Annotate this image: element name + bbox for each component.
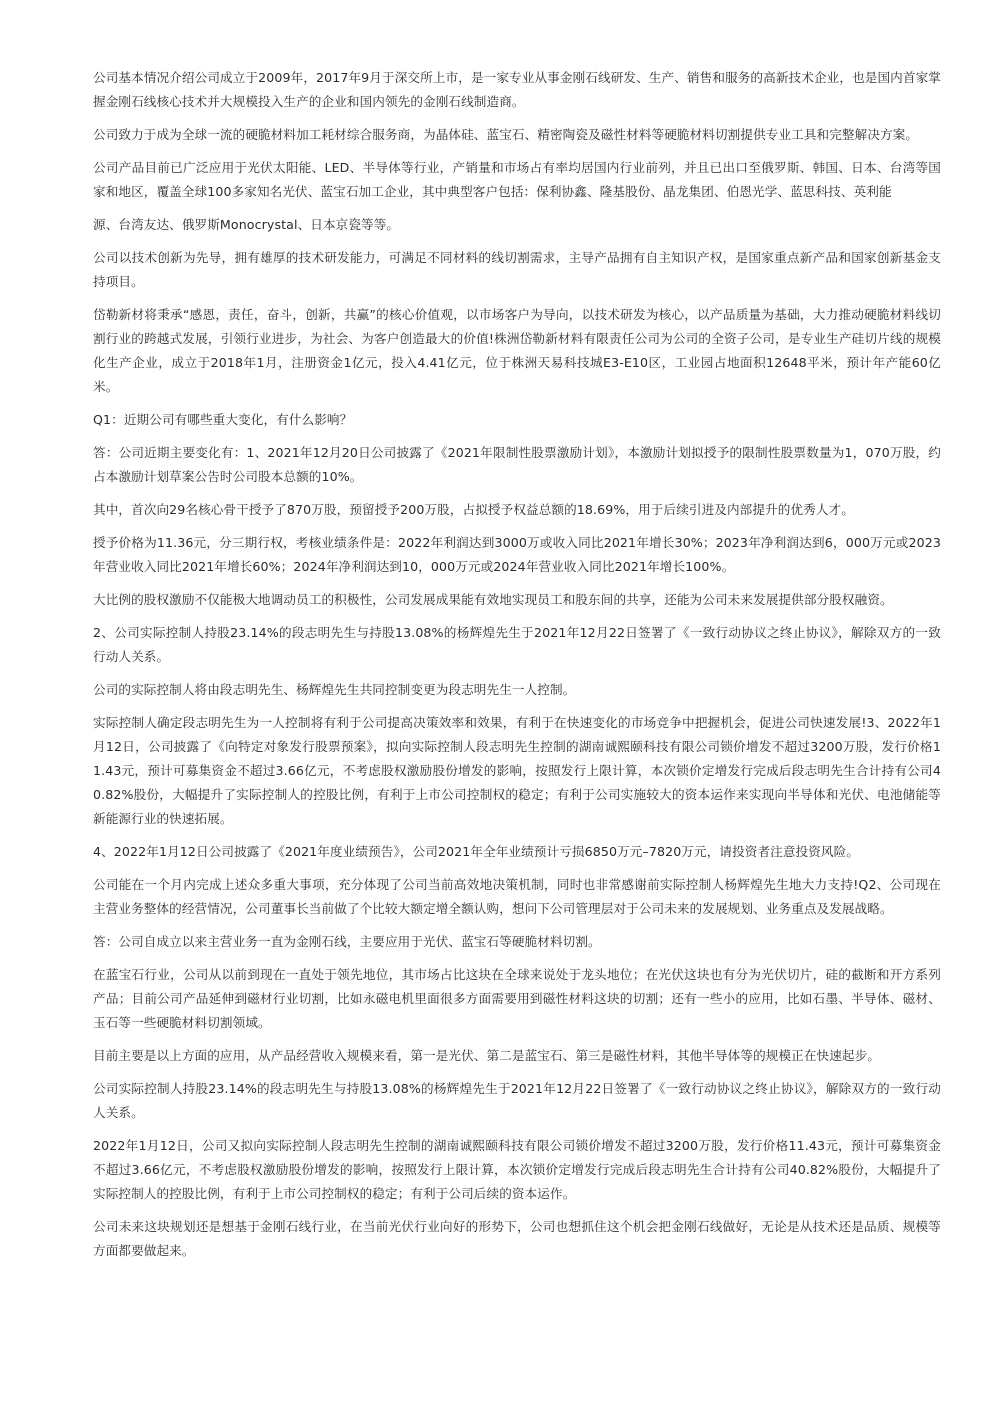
- paragraph-core-values: 岱勒新材将秉承“感恩，责任，奋斗，创新，共赢”的核心价值观，以市场客户为导向，以技术研发为核心，以产品质量为基础，大力推动硬脆材料线切割行业的跨越式发展，引领行业进步，为社会、为客户创造最大的价值!株洲岱勒新材料有限责任公司为公司的全资子公司，是专业生产硅切片线的规模化生产企业，成立于2018年1月，注册资金1亿元，投入4.41亿元，位于株洲天易科技城E3-E10区，工业园占地面积12648平米，预计年产能60亿米。: [93, 307, 941, 394]
- paragraph-earnings-forecast: 4、2022年1月12日公司披露了《2021年度业绩预告》，公司2021年全年业绩预计亏损6850万元–7820万元，请投资者注意投资风险。: [93, 844, 860, 859]
- paragraph-revenue-scale: 目前主要是以上方面的应用，从产品经营收入规模来看，第一是光伏、第二是蓝宝石、第三是磁性材料，其他半导体等的规模正在快速起步。: [93, 1048, 881, 1063]
- paragraph-question-2: 公司能在一个月内完成上述众多重大事项，充分体现了公司当前高效地决策机制，同时也非常感谢前实际控制人杨辉煌先生地大力支持!Q2、公司现在主营业务整体的经营情况，公司董事长当前做了个比较大额定增全额认购，想问下公司管理层对于公司未来的发展规划、业务重点及发展战略。: [93, 877, 941, 916]
- paragraph-placement-repeat: 2022年1月12日，公司又拟向实际控制人段志明先生控制的湖南诚熙颐科技有限公司锁价增发不超过3200万股，发行价格11.43元，预计可募集资金不超过3.66亿元，不考虑股权激励股份增发的影响，按照发行上限计算，本次锁价定增发行完成后段志明先生合计持有公司40.82%股份，大幅提升了实际控制人的控股比例，有利于上市公司控制权的稳定；有利于公司后续的资本运作。: [93, 1138, 941, 1201]
- paragraph-private-placement: 实际控制人确定段志明先生为一人控制将有利于公司提高决策效率和效果，有利于在快速变化的市场竞争中把握机会，促进公司快速发展!3、2022年1月12日，公司披露了《向特定对象发行股票预案》，拟向实际控制人段志明先生控制的湖南诚熙颐科技有限公司锁价增发不超过3200万股，发行价格11.43元，预计可募集资金不超过3.66亿元，不考虑股权激励股份增发的影响，按照发行上限计算，本次锁价定增发行完成后段志明先生合计持有公司40.82%股份，大幅提升了实际控制人的控股比例，有利于上市公司控制权的稳定；有利于公司实施较大的资本运作来实现向半导体和光伏、电池储能等新能源行业的快速拓展。: [93, 715, 941, 826]
- paragraph-product-applications: 公司产品目前已广泛应用于光伏太阳能、LED、半导体等行业，产销量和市场占有率均居国内行业前列，并且已出口至俄罗斯、韩国、日本、台湾等国家和地区，覆盖全球100多家知名光伏、蓝宝石加工企业，其中典型客户包括：保利协鑫、隆基股份、晶龙集团、伯恩光学、蓝思科技、英利能: [93, 160, 941, 199]
- paragraph-future-plan: 公司未来这块规划还是想基于金刚石线行业，在当前光伏行业向好的形势下，公司也想抓住这个机会把金刚石线做好，无论是从技术还是品质、规模等方面都要做起来。: [93, 1219, 941, 1258]
- paragraph-incentive-allocation: 其中，首次向29名核心骨干授予了870万股，预留授予200万股，占拟授予权益总额的18.69%，用于后续引进及内部提升的优秀人才。: [93, 502, 854, 517]
- paragraph-answer-1-incentive: 答：公司近期主要变化有：1、2021年12月20日公司披露了《2021年限制性股票激励计划》，本激励计划拟授予的限制性股票数量为1，070万股，约占本激励计划草案公告时公司股本总额的10%。: [93, 445, 941, 484]
- paragraph-controller-agreement-repeat: 公司实际控制人持股23.14%的段志明先生与持股13.08%的杨辉煌先生于2021年12月22日签署了《一致行动协议之终止协议》，解除双方的一致行动人关系。: [93, 1081, 941, 1120]
- paragraph-grant-price: 授予价格为11.36元，分三期行权，考核业绩条件是：2022年利润达到3000万或收入同比2021年增长30%；2023年净利润达到6，000万元或2023年营业收入同比2021年增长60%；2024年净利润达到10，000万元或2024年营业收入同比2021年增长100%。: [93, 535, 941, 574]
- paragraph-controller-agreement: 2、公司实际控制人持股23.14%的段志明先生与持股13.08%的杨辉煌先生于2021年12月22日签署了《一致行动协议之终止协议》，解除双方的一致行动人关系。: [93, 625, 941, 664]
- paragraph-company-mission: 公司致力于成为全球一流的硬脆材料加工耗材综合服务商，为晶体硅、蓝宝石、精密陶瓷及磁性材料等硬脆材料切割提供专业工具和完整解决方案。: [93, 127, 919, 142]
- paragraph-controller-change: 公司的实际控制人将由段志明先生、杨辉煌先生共同控制变更为段志明先生一人控制。: [93, 682, 576, 697]
- paragraph-answer-2-main-business: 答：公司自成立以来主营业务一直为金刚石线，主要应用于光伏、蓝宝石等硬脆材料切割。: [93, 934, 601, 949]
- paragraph-company-intro: 公司基本情况介绍公司成立于2009年，2017年9月于深交所上市，是一家专业从事金刚石线研发、生产、销售和服务的高新技术企业，也是国内首家掌握金刚石线核心技术并大规模投入生产的企业和国内领先的金刚石线制造商。: [93, 70, 941, 109]
- paragraph-incentive-benefit: 大比例的股权激励不仅能极大地调动员工的积极性，公司发展成果能有效地实现员工和股东间的共享，还能为公司未来发展提供部分股权融资。: [93, 592, 893, 607]
- paragraph-customers-continued: 源、台湾友达、俄罗斯Monocrystal、日本京瓷等等。: [93, 217, 400, 232]
- document-body: [93, 66, 941, 1272]
- paragraph-tech-innovation: 公司以技术创新为先导，拥有雄厚的技术研发能力，可满足不同材料的线切割需求，主导产品拥有自主知识产权，是国家重点新产品和国家创新基金支持项目。: [93, 250, 941, 289]
- paragraph-sapphire-industry: 在蓝宝石行业，公司从以前到现在一直处于领先地位，其市场占比这块在全球来说处于龙头地位；在光伏这块也有分为光伏切片，硅的截断和开方系列产品；目前公司产品延伸到磁材行业切割，比如永磁电机里面很多方面需要用到磁性材料这块的切割；还有一些小的应用，比如石墨、半导体、磁材、玉石等一些硬脆材料切割领域。: [93, 967, 941, 1030]
- paragraph-question-1: Q1：近期公司有哪些重大变化，有什么影响？: [93, 412, 353, 427]
